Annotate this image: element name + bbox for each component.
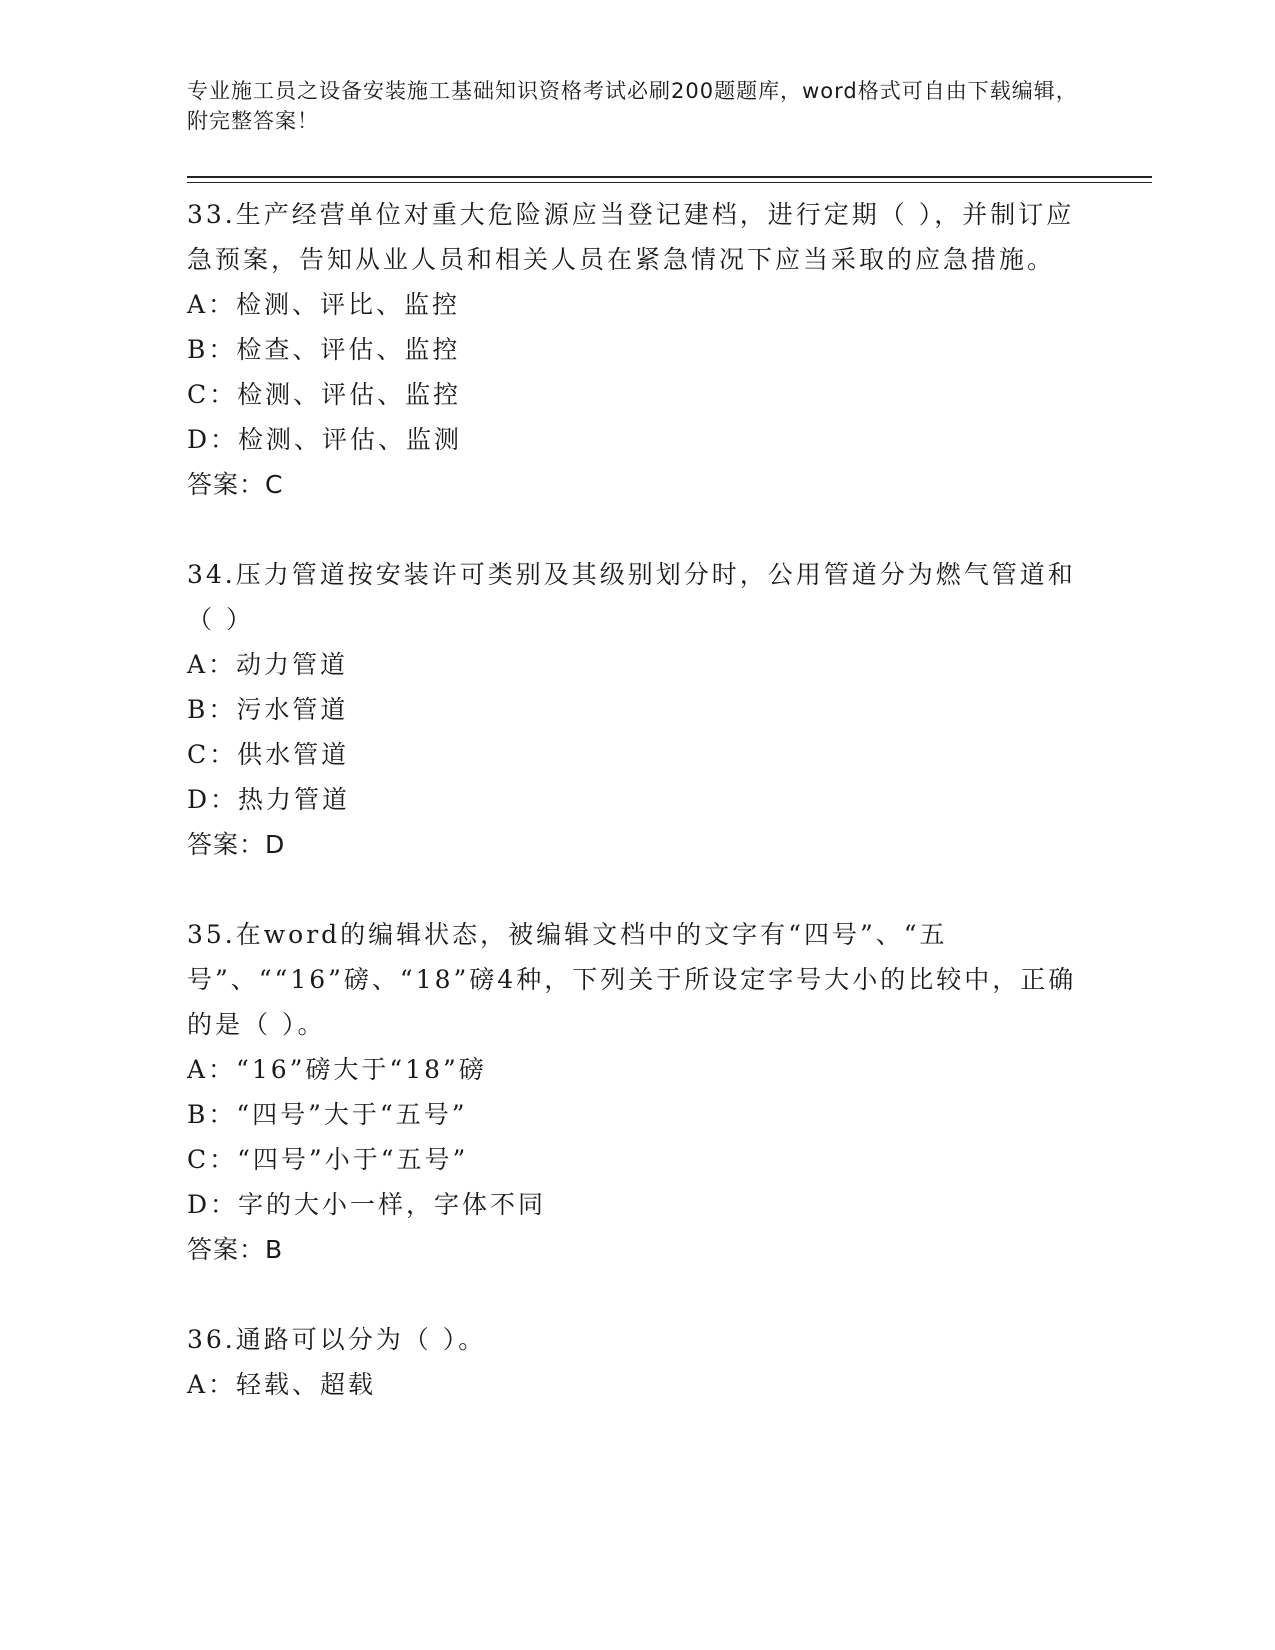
question-33 xyxy=(187,192,1087,508)
option-a: A：轻载、超载 xyxy=(187,1370,377,1399)
option-c: C：“四号”小于“五号” xyxy=(187,1145,469,1174)
spacer xyxy=(187,508,1087,552)
question-34 xyxy=(187,552,1087,868)
spacer xyxy=(187,1273,1087,1317)
option-a: A：动力管道 xyxy=(187,650,349,679)
answer: 答案：D xyxy=(187,830,286,859)
header-rule-thin xyxy=(187,182,1152,183)
option-b: B：污水管道 xyxy=(187,695,349,724)
option-c: C：供水管道 xyxy=(187,740,350,769)
question-stem: 35.在word的编辑状态，被编辑文档中的文字有“四号”、“五号”、““16”磅、“18”磅4种，下列关于所设定字号大小的比较中，正确的是（ ）。 xyxy=(187,920,1077,1039)
question-stem: 36.通路可以分为（ ）。 xyxy=(187,1325,487,1354)
option-a: A：“16”磅大于“18”磅 xyxy=(187,1055,487,1084)
option-d: D：检测、评估、监测 xyxy=(187,425,463,454)
option-c: C：检测、评估、监控 xyxy=(187,380,462,409)
option-d: D：热力管道 xyxy=(187,785,351,814)
option-a: A：检测、评比、监控 xyxy=(187,290,461,319)
spacer xyxy=(187,868,1087,912)
option-b: B：检查、评估、监控 xyxy=(187,335,461,364)
question-stem: 33.生产经营单位对重大危险源应当登记建档，进行定期（ ），并制订应急预案，告知从业人员和相关人员在紧急情况下应当采取的应急措施。 xyxy=(187,200,1075,274)
answer: 答案：C xyxy=(187,470,284,499)
header-rule-thick xyxy=(187,176,1152,178)
question-list xyxy=(187,192,1087,1407)
answer: 答案：B xyxy=(187,1235,284,1264)
option-b: B：“四号”大于“五号” xyxy=(187,1100,468,1129)
question-stem: 34.压力管道按安装许可类别及其级别划分时，公用管道分为燃气管道和（ ） xyxy=(187,560,1076,634)
document-header: 专业施工员之设备安装施工基础知识资格考试必刷200题题库，word格式可自由下载编辑，附完整答案！ xyxy=(187,79,1078,133)
question-36 xyxy=(187,1317,1087,1407)
question-35 xyxy=(187,912,1087,1273)
option-d: D：字的大小一样，字体不同 xyxy=(187,1190,547,1219)
